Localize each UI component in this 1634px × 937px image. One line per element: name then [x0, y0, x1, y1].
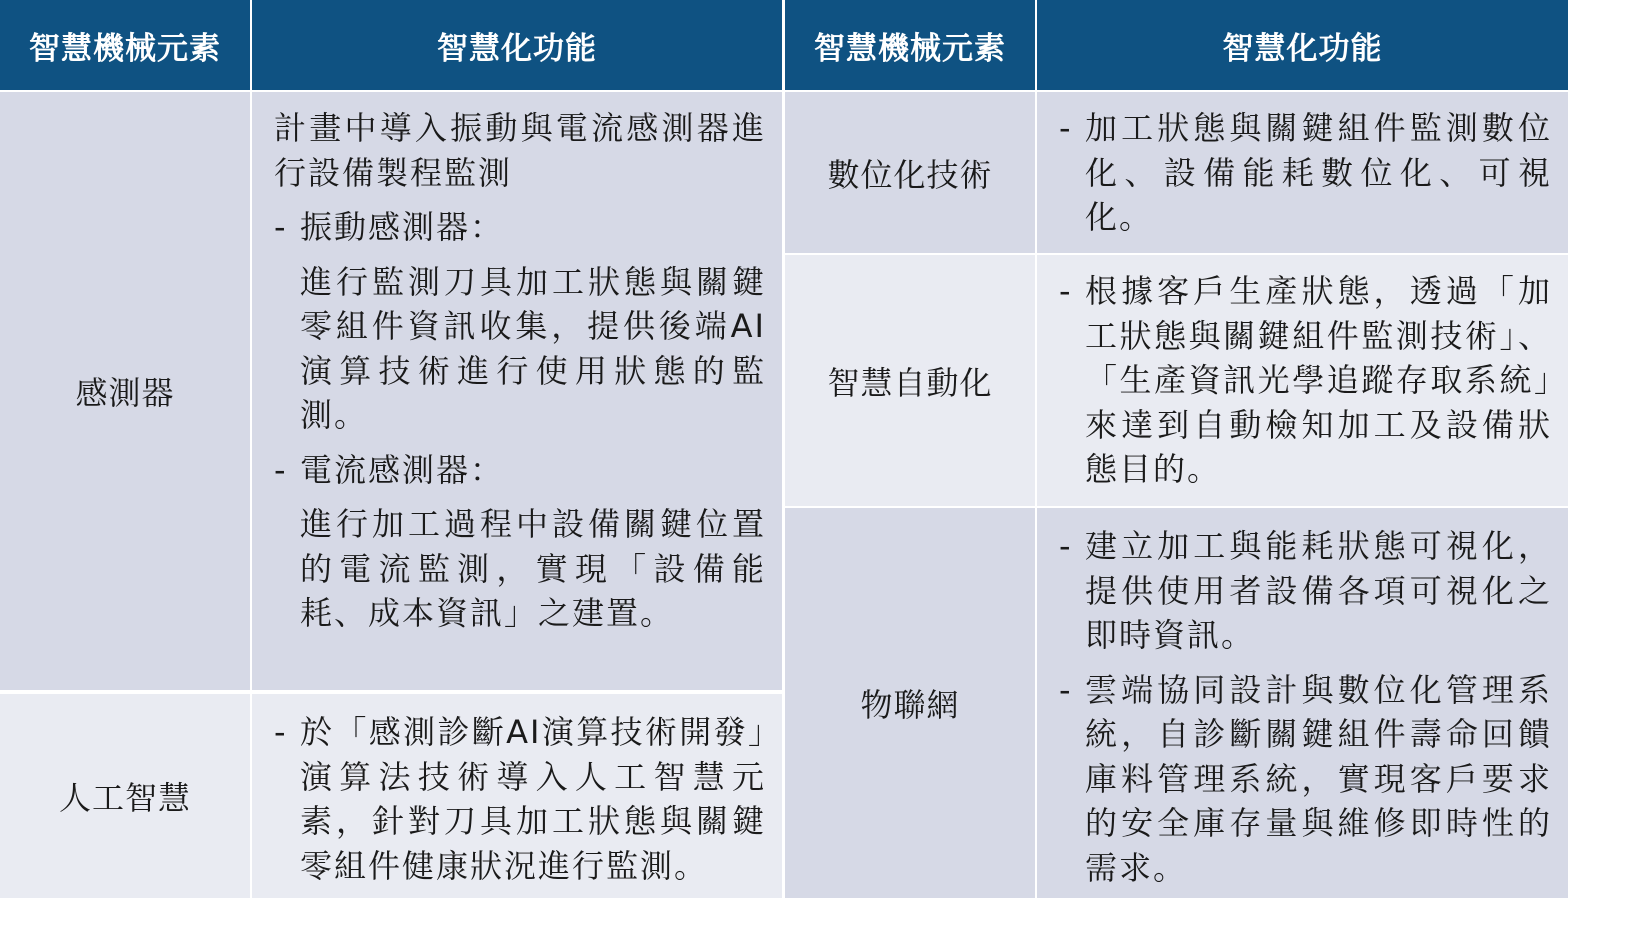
function-digital-tech	[1037, 92, 1568, 253]
list-item-digital	[1037, 106, 1552, 240]
list-item-iot-visualization	[1037, 524, 1552, 658]
header-element-right: 智慧機械元素	[785, 0, 1035, 90]
ai-function-text: 於「感測診斷AI演算技術開發」演算法技術導入人工智慧元素，針對刀具加工狀態與關鍵零組件健康狀況進行監測。	[300, 713, 766, 885]
function-automation	[1037, 255, 1568, 506]
header-function-right: 智慧化功能	[1037, 0, 1568, 90]
element-automation-label: 智慧自動化	[827, 363, 993, 402]
automation-function-text: 根據客戶生產狀態，透過「加工狀態與關鍵組件監測技術」、「生產資訊光學追蹤存取系統」來達到自動檢知加工及設備狀態目的。	[1085, 272, 1552, 488]
element-ai-label: 人工智慧	[58, 779, 191, 817]
digital-function-text: 加工狀態與關鍵組件監測數位化、設備能耗數位化、可視化。	[1085, 109, 1552, 236]
element-sensor	[0, 92, 250, 690]
element-iot-label: 物聯網	[860, 686, 960, 724]
element-automation	[785, 255, 1035, 506]
vibration-sensor-title: 振動感測器：	[300, 208, 505, 246]
list-item-current-sensor	[252, 448, 766, 493]
list-item-automation	[1037, 269, 1552, 492]
element-digital-tech	[785, 92, 1035, 253]
element-iot	[785, 508, 1035, 898]
function-sensor	[252, 92, 782, 690]
current-sensor-text: 進行加工過程中設備關鍵位置的電流監測，實現「設備能耗、成本資訊」之建置。	[300, 505, 766, 632]
list-item-iot-cloud	[1037, 668, 1552, 891]
vibration-sensor-text: 進行監測刀具加工狀態與關鍵零組件資訊收集，提供後端AI演算技術進行使用狀態的監測。	[300, 262, 766, 434]
list-item-ai	[252, 710, 766, 888]
element-ai	[0, 694, 250, 898]
function-ai	[252, 694, 782, 898]
list-item-vibration-sensor	[252, 205, 766, 250]
bullet-dash: -	[1059, 670, 1073, 709]
current-sensor-title: 電流感測器：	[300, 450, 505, 489]
bullet-dash: -	[274, 450, 288, 489]
iot-visualization-text: 建立加工與能耗狀態可視化，提供使用者設備各項可視化之即時資訊。	[1085, 527, 1552, 654]
bullet-dash: -	[1059, 527, 1073, 565]
iot-cloud-text: 雲端協同設計與數位化管理系統，自診斷關鍵組件壽命回饋庫料管理系統，實現客戶要求的安全庫存量與維修即時性的需求。	[1085, 670, 1552, 887]
header-function-left: 智慧化功能	[252, 0, 782, 90]
sensor-intro-text: 計畫中導入振動與電流感測器進行設備製程監測	[274, 109, 766, 192]
bullet-dash: -	[1059, 109, 1073, 147]
function-iot	[1037, 508, 1568, 898]
header-element-left: 智慧機械元素	[0, 0, 250, 90]
bullet-dash: -	[1059, 272, 1073, 310]
element-sensor-label: 感測器	[75, 374, 175, 412]
bullet-dash: -	[274, 208, 288, 246]
bullet-dash: -	[274, 713, 288, 751]
element-digital-tech-label: 數位化技術	[827, 155, 993, 194]
